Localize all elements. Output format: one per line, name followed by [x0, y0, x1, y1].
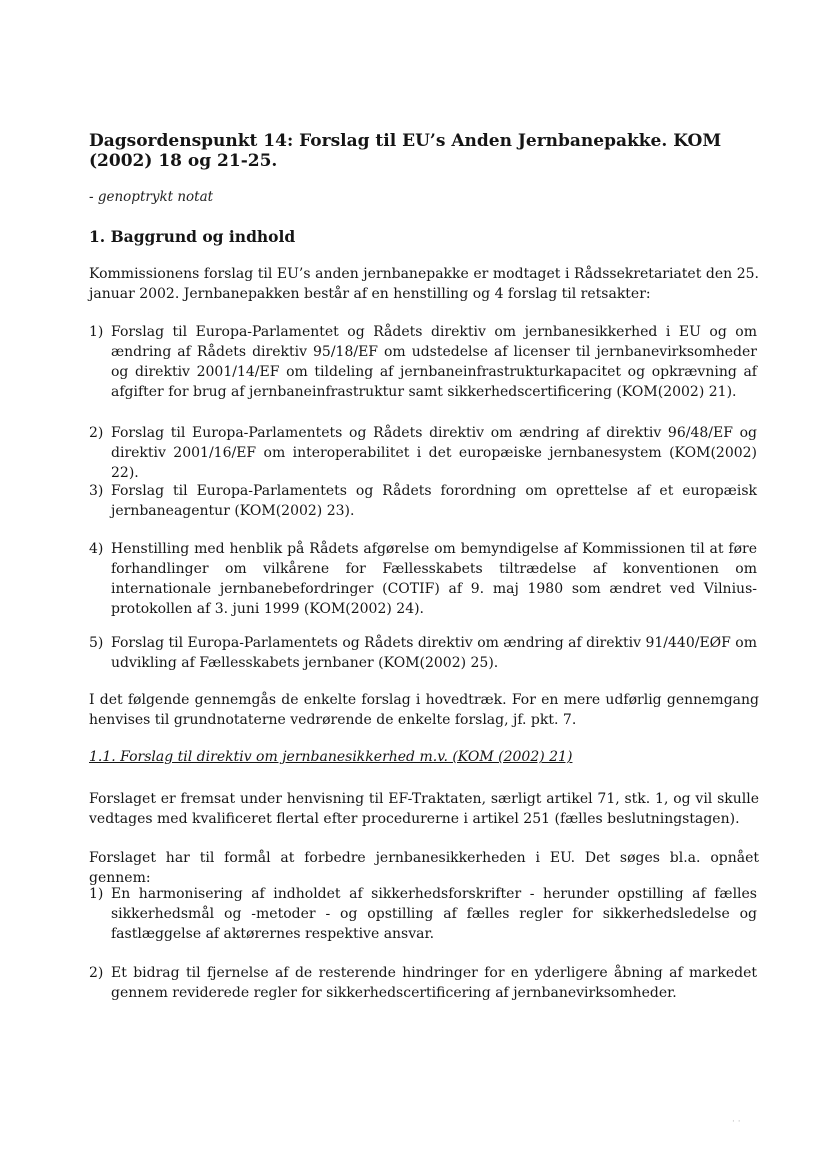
list-item-text: Forslag til Europa-Parlamentets og Rådets direktiv om ændring af direktiv 91/440/EØF om udvikling af Fællesskabets jernbaner (KOM(2002) 25). — [111, 635, 758, 671]
list-item — [89, 539, 757, 619]
list-item-text: En harmonisering af indholdet af sikkerhedsforskrifter - herunder opstilling af fælles sikkerhedsmål og -metoder - og opstilling af fælles regler for sikkerhedsledelse og fastlæggelse af aktørernes respektive ansvar. — [111, 886, 757, 942]
list-item-number: 2) — [89, 425, 104, 441]
scan-artifact: · · — [732, 1117, 741, 1127]
list-item — [89, 322, 757, 402]
document-subtitle: - genoptrykt notat — [89, 189, 214, 205]
purpose-list-item — [89, 884, 757, 944]
list-item-text: Forslag til Europa-Parlamentets og Rådets forordning om oprettelse af et europæisk jernbaneagentur (KOM(2002) 23). — [111, 483, 757, 519]
section-heading: 1. Baggrund og indhold — [89, 227, 296, 246]
list-item-text: Et bidrag til fjernelse af de resterende hindringer for en yderligere åbning af markedet gennem reviderede regler for sikkerhedscertificering af jernbanevirksomheder. — [111, 965, 757, 1001]
list-item-text: Henstilling med henblik på Rådets afgørelse om bemyndigelse af Kommissionen til at føre forhandlinger om vilkårene for Fællesskabets tiltrædelse af konventionen om internationale jernbanebefordringer (COTIF) af 9. maj 1980 som ændret ved Vilnius-protokollen af 3. juni 1999 (KOM(2002) 24). — [111, 541, 757, 617]
document-title: Dagsordenspunkt 14: Forslag til EU’s Anden Jernbanepakke. KOM (2002) 18 og 21-25. — [89, 131, 722, 171]
purpose-paragraph: Forslaget har til formål at forbedre jernbanesikkerheden i EU. Det søges bl.a. opnået gennem: — [89, 850, 759, 886]
list-item-number: 1) — [89, 324, 104, 340]
list-item-number: 3) — [89, 483, 104, 499]
list-item — [89, 481, 757, 521]
list-item — [89, 633, 757, 673]
list-item-number: 5) — [89, 635, 104, 651]
intro-paragraph: Kommissionens forslag til EU’s anden jernbanepakke er modtaget i Rådssekretariatet den 25. januar 2002. Jernbanepakken består af en henstilling og 4 forslag til retsakter: — [89, 266, 759, 302]
list-item-number: 4) — [89, 541, 104, 557]
list-item-text: Forslag til Europa-Parlamentet og Rådets direktiv om jernbanesikkerhed i EU og om ændring af Rådets direktiv 95/18/EF om udstedelse af licenser til jernbanevirksomheder og direktiv 2001/14/EF om tildeling af jernbaneinfrastrukturkapacitet og opkrævning af afgifter for brug af jernbaneinfrastruktur samt sikkerhedscertificering (KOM(2002) 21). — [111, 324, 757, 400]
legal-basis-paragraph: Forslaget er fremsat under henvisning til EF-Traktaten, særligt artikel 71, stk. 1, og vil skulle vedtages med kvalificeret flertal efter procedurerne i artikel 251 (fælles beslutningstagen). — [89, 791, 759, 827]
list-item — [89, 423, 757, 483]
list-item-number: 1) — [89, 886, 104, 902]
purpose-list-item — [89, 963, 757, 1003]
subsection-heading: 1.1. Forslag til direktiv om jernbanesikkerhed m.v. (KOM (2002) 21) — [89, 749, 573, 765]
following-paragraph: I det følgende gennemgås de enkelte forslag i hovedtræk. For en mere udførlig gennemgang henvises til grundnotaterne vedrørende de enkelte forslag, jf. pkt. 7. — [89, 692, 759, 728]
list-item-number: 2) — [89, 965, 104, 981]
list-item-text: Forslag til Europa-Parlamentets og Rådets direktiv om ændring af direktiv 96/48/EF og direktiv 2001/16/EF om interoperabilitet i det europæiske jernbanesystem (KOM(2002) 22). — [111, 425, 757, 481]
